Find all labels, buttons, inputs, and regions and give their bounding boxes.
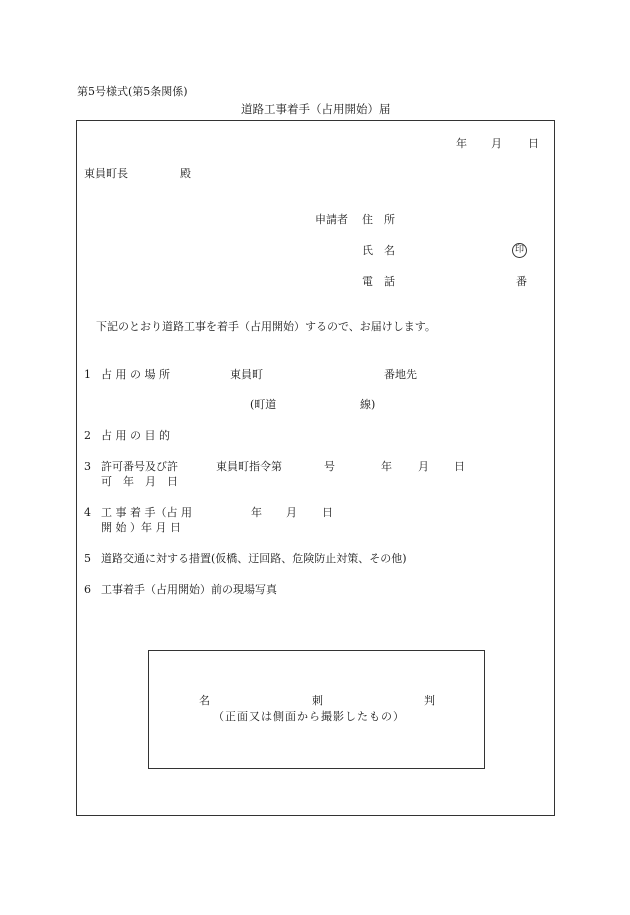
date-year-label: 年 bbox=[456, 137, 467, 150]
item1-town: 東員町 bbox=[230, 368, 263, 381]
business-card-char-shi: 刺 bbox=[312, 694, 323, 707]
item2-number: 2 bbox=[84, 429, 91, 442]
item3-month: 月 bbox=[418, 460, 429, 473]
date-month-label: 月 bbox=[491, 137, 502, 150]
date-day-label: 日 bbox=[528, 137, 539, 150]
form-number: 第5号様式(第5条関係) bbox=[77, 85, 188, 98]
item1-number: 1 bbox=[84, 368, 91, 381]
item4-number: 4 bbox=[84, 506, 91, 519]
item2-label: 占 用 の 目 的 bbox=[101, 429, 170, 442]
applicant-label: 申請者 bbox=[315, 213, 348, 226]
item3-label-line1: 許可番号及び許 bbox=[101, 460, 178, 473]
item4-month: 月 bbox=[286, 506, 297, 519]
item6-label: 工事着手（占用開始）前の現場写真 bbox=[101, 583, 277, 596]
applicant-phone-label: 電 話 bbox=[362, 275, 395, 288]
item3-label-line2: 可 年 月 日 bbox=[101, 475, 178, 488]
applicant-address-label: 住 所 bbox=[362, 213, 395, 226]
business-card-note: （正面又は側面から撮影したもの） bbox=[213, 710, 405, 723]
business-card-char-ban: 判 bbox=[424, 694, 435, 707]
item6-number: 6 bbox=[84, 583, 91, 596]
item3-go: 号 bbox=[324, 460, 335, 473]
item5-label: 道路交通に対する措置(仮橋、迂回路、危険防止対策、その他) bbox=[101, 552, 407, 565]
intro-text: 下記のとおり道路工事を着手（占用開始）するので、お届けします。 bbox=[96, 320, 436, 333]
applicant-name-label: 氏 名 bbox=[362, 244, 395, 257]
item1-road-open: (町道 bbox=[250, 398, 277, 411]
seal-mark-icon: 印 bbox=[512, 243, 527, 258]
item3-day: 日 bbox=[454, 460, 465, 473]
addressee-honorific: 殿 bbox=[180, 167, 191, 180]
item4-year: 年 bbox=[251, 506, 262, 519]
item5-number: 5 bbox=[84, 552, 91, 565]
item3-office: 東員町指令第 bbox=[216, 460, 282, 473]
item1-road-close: 線) bbox=[360, 398, 376, 411]
item1-label: 占 用 の 場 所 bbox=[101, 368, 170, 381]
item4-label-line2: 開 始 ）年 月 日 bbox=[101, 521, 181, 534]
form-title: 道路工事着手（占用開始）届 bbox=[241, 102, 391, 116]
item3-year: 年 bbox=[381, 460, 392, 473]
business-card-char-mei: 名 bbox=[199, 694, 210, 707]
item4-day: 日 bbox=[322, 506, 333, 519]
item1-lot-suffix: 番地先 bbox=[384, 368, 417, 381]
applicant-phone-suffix: 番 bbox=[516, 275, 527, 288]
item3-number: 3 bbox=[84, 460, 91, 473]
addressee-name: 東員町長 bbox=[84, 167, 128, 180]
item4-label-line1: 工 事 着 手（占 用 bbox=[101, 506, 192, 519]
